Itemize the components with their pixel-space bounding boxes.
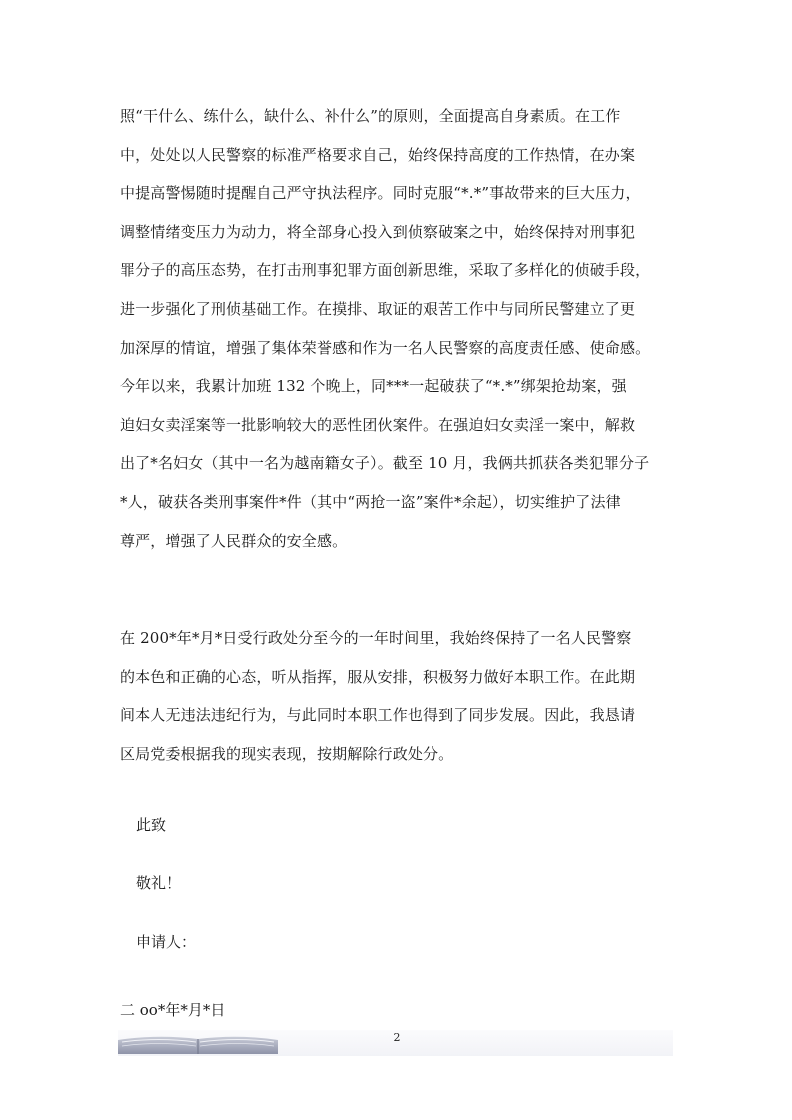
paragraph-1-line: 加深厚的情谊，增强了集体荣誉感和作为一名人民警察的高度责任感、使命感。 xyxy=(120,338,651,357)
paragraph-1-line: 进一步强化了刑侦基础工作。在摸排、取证的艰苦工作中与同所民警建立了更 xyxy=(120,299,636,318)
paragraph-2-line: 的本色和正确的心态，听从指挥，服从安排，积极努力做好本职工作。在此期 xyxy=(120,667,636,686)
closing-phrase: 此致 xyxy=(136,816,167,834)
paragraph-1-line: 中提高警惕随时提醒自己严守执法程序。同时克服“*.*”事故带来的巨大压力， xyxy=(120,184,641,203)
paragraph-1-line: 罪分子的高压态势，在打击刑事犯罪方面创新思维，采取了多样化的侦破手段， xyxy=(120,261,651,280)
paragraph-2-line: 间本人无违法违纪行为，与此同时本职工作也得到了同步发展。因此，我恳请 xyxy=(120,706,636,725)
paragraph-1-line: 中，处处以人民警察的标准严格要求自己，始终保持高度的工作热情，在办案 xyxy=(120,145,636,164)
open-book-icon xyxy=(118,1034,278,1054)
signature-date: 二 oo*年*月*日 xyxy=(120,1001,226,1019)
applicant-label: 申请人： xyxy=(136,933,197,951)
paragraph-2-line: 区局党委根据我的现实表现，按期解除行政处分。 xyxy=(120,744,454,763)
paragraph-1-line: 迫妇女卖淫案等一批影响较大的恶性团伙案件。在强迫妇女卖淫一案中，解救 xyxy=(120,415,636,434)
salutation: 敬礼！ xyxy=(136,874,182,892)
paragraph-2 xyxy=(120,619,680,773)
paragraph-1-line: *人，破获各类刑事案件*件（其中“两抢一盗”案件*余起），切实维护了法律 xyxy=(120,492,621,511)
paragraph-1-line: 照“干什么、练什么，缺什么、补什么”的原则，全面提高自身素质。在工作 xyxy=(120,107,621,125)
paragraph-1-line: 尊严，增强了人民群众的安全感。 xyxy=(120,531,348,550)
page-number: 2 xyxy=(393,1031,401,1044)
paragraph-1-line: 出了*名妇女（其中一名为越南籍女子）。截至 10 月，我俩共抓获各类犯罪分子 xyxy=(120,454,650,473)
paragraph-1-line: 调整情绪变压力为动力，将全部身心投入到侦察破案之中，始终保持对刑事犯 xyxy=(120,222,636,241)
paragraph-1 xyxy=(120,97,680,560)
paragraph-2-line: 在 200*年*月*日受行政处分至今的一年时间里，我始终保持了一名人民警察 xyxy=(120,629,632,647)
paragraph-1-line: 今年以来，我累计加班 132 个晚上，同***一起破获了“*.*”绑架抢劫案，强 xyxy=(120,377,627,396)
